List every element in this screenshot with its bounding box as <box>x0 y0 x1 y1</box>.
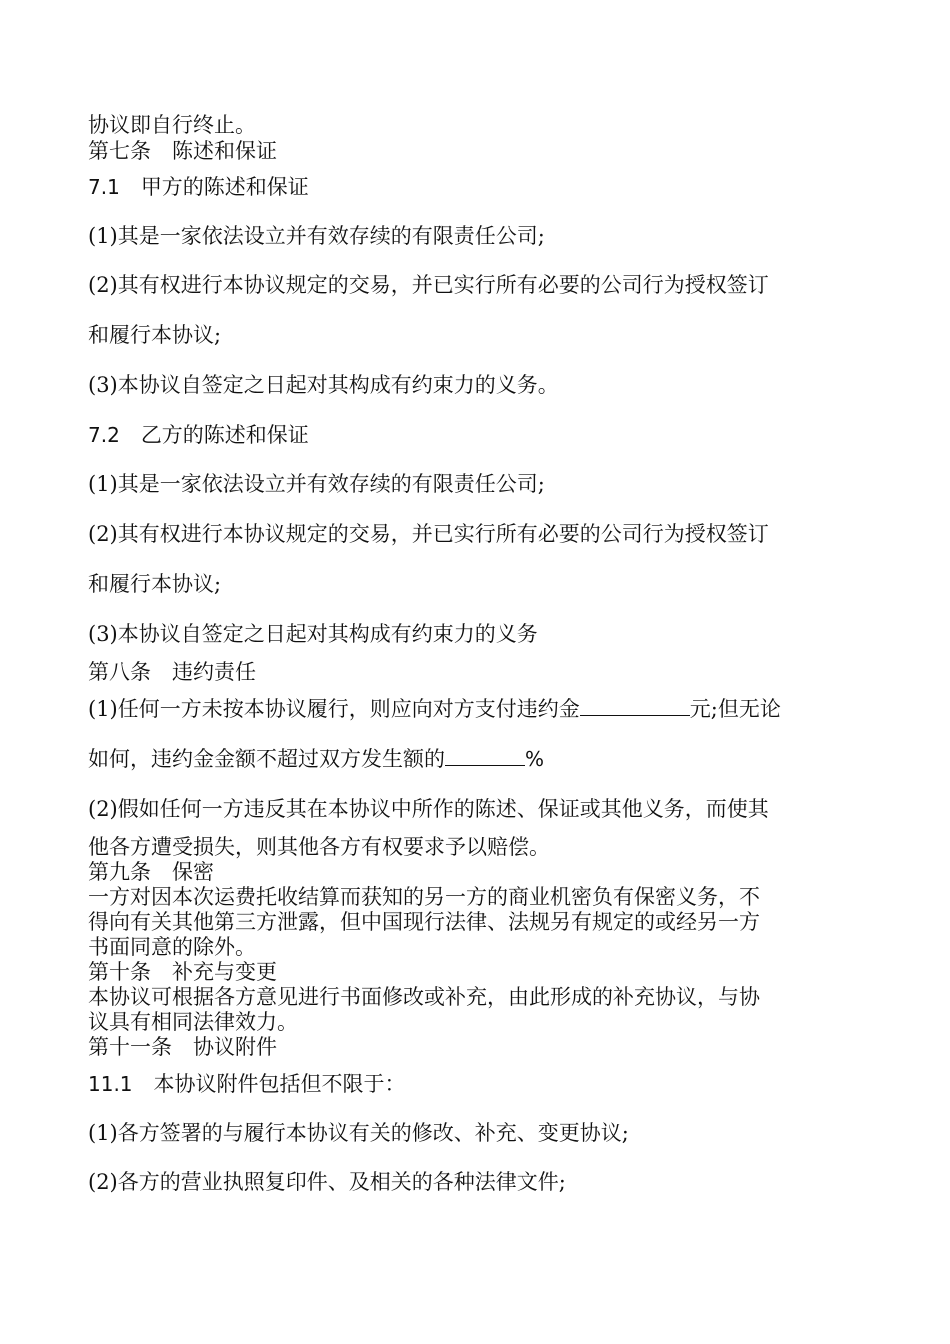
text-line: 他各方遭受损失，则其他各方有权要求予以赔偿。 <box>88 835 550 859</box>
penalty-amount-blank <box>580 697 690 716</box>
text-line: (2)其有权进行本协议规定的交易，并已实行所有必要的公司行为授权签订 <box>88 273 769 297</box>
text-line: 议具有相同法律效力。 <box>88 1010 298 1034</box>
text-line: 和履行本协议; <box>88 323 222 347</box>
text-line: (1)其是一家依法设立并有效存续的有限责任公司; <box>88 472 545 496</box>
article-number: 第九条 <box>88 860 151 884</box>
clause-11-1-heading <box>88 1071 406 1097</box>
article-11-heading <box>88 1034 277 1060</box>
text-line: 一方对因本次运费托收结算而获知的另一方的商业机密负有保密义务，不 <box>88 885 760 909</box>
percentage-blank <box>445 747 525 766</box>
article-title: 补充与变更 <box>172 960 277 984</box>
article-title: 协议附件 <box>193 1035 277 1059</box>
article-title: 违约责任 <box>172 660 256 684</box>
text-line: (1)其是一家依法设立并有效存续的有限责任公司; <box>88 224 545 248</box>
text-line: 和履行本协议; <box>88 572 222 596</box>
clause-title: 乙方的陈述和保证 <box>140 423 309 447</box>
article-9-heading <box>88 859 214 885</box>
text-line: (3)本协议自签定之日起对其构成有约束力的义务。 <box>88 373 559 397</box>
clause-7-1-heading <box>88 174 309 200</box>
article-title: 陈述和保证 <box>172 139 277 163</box>
clause-number: 7.1 <box>88 175 120 199</box>
clause-title: 甲方的陈述和保证 <box>140 175 309 199</box>
text-line: 得向有关其他第三方泄露，但中国现行法律、法规另有规定的或经另一方 <box>88 910 760 934</box>
text-line: 本协议可根据各方意见进行书面修改或补充，由此形成的补充协议，与协 <box>88 985 760 1009</box>
clause-number: 11.1 <box>88 1072 133 1096</box>
article-number: 第八条 <box>88 660 151 684</box>
text-line: (3)本协议自签定之日起对其构成有约束力的义务 <box>88 622 538 646</box>
article-7-heading <box>88 138 277 164</box>
text-line: 协议即自行终止。 <box>88 113 256 137</box>
document-page <box>88 0 868 1344</box>
text-line: (2)假如任何一方违反其在本协议中所作的陈述、保证或其他义务，而使其 <box>88 797 769 821</box>
clause-7-2-heading <box>88 422 309 448</box>
text-line: 书面同意的除外。 <box>88 935 256 959</box>
article-number: 第十一条 <box>88 1035 172 1059</box>
article-title: 保密 <box>172 860 214 884</box>
article-number: 第七条 <box>88 139 151 163</box>
text-line: (2)各方的营业执照复印件、及相关的各种法律文件; <box>88 1170 566 1194</box>
clause-number: 7.2 <box>88 423 120 447</box>
text-line: (1)各方签署的与履行本协议有关的修改、补充、变更协议; <box>88 1121 629 1145</box>
clause-title: 本协议附件包括但不限于： <box>153 1072 406 1096</box>
article-8-heading <box>88 659 256 685</box>
article-10-heading <box>88 959 277 985</box>
text-line: (1)任何一方未按本协议履行，则应向对方支付违约金 元;但无论 <box>88 697 781 721</box>
text-line: 如何，违约金金额不超过双方发生额的 % <box>88 747 545 771</box>
article-number: 第十条 <box>88 960 151 984</box>
text-line: (2)其有权进行本协议规定的交易，并已实行所有必要的公司行为授权签订 <box>88 522 769 546</box>
